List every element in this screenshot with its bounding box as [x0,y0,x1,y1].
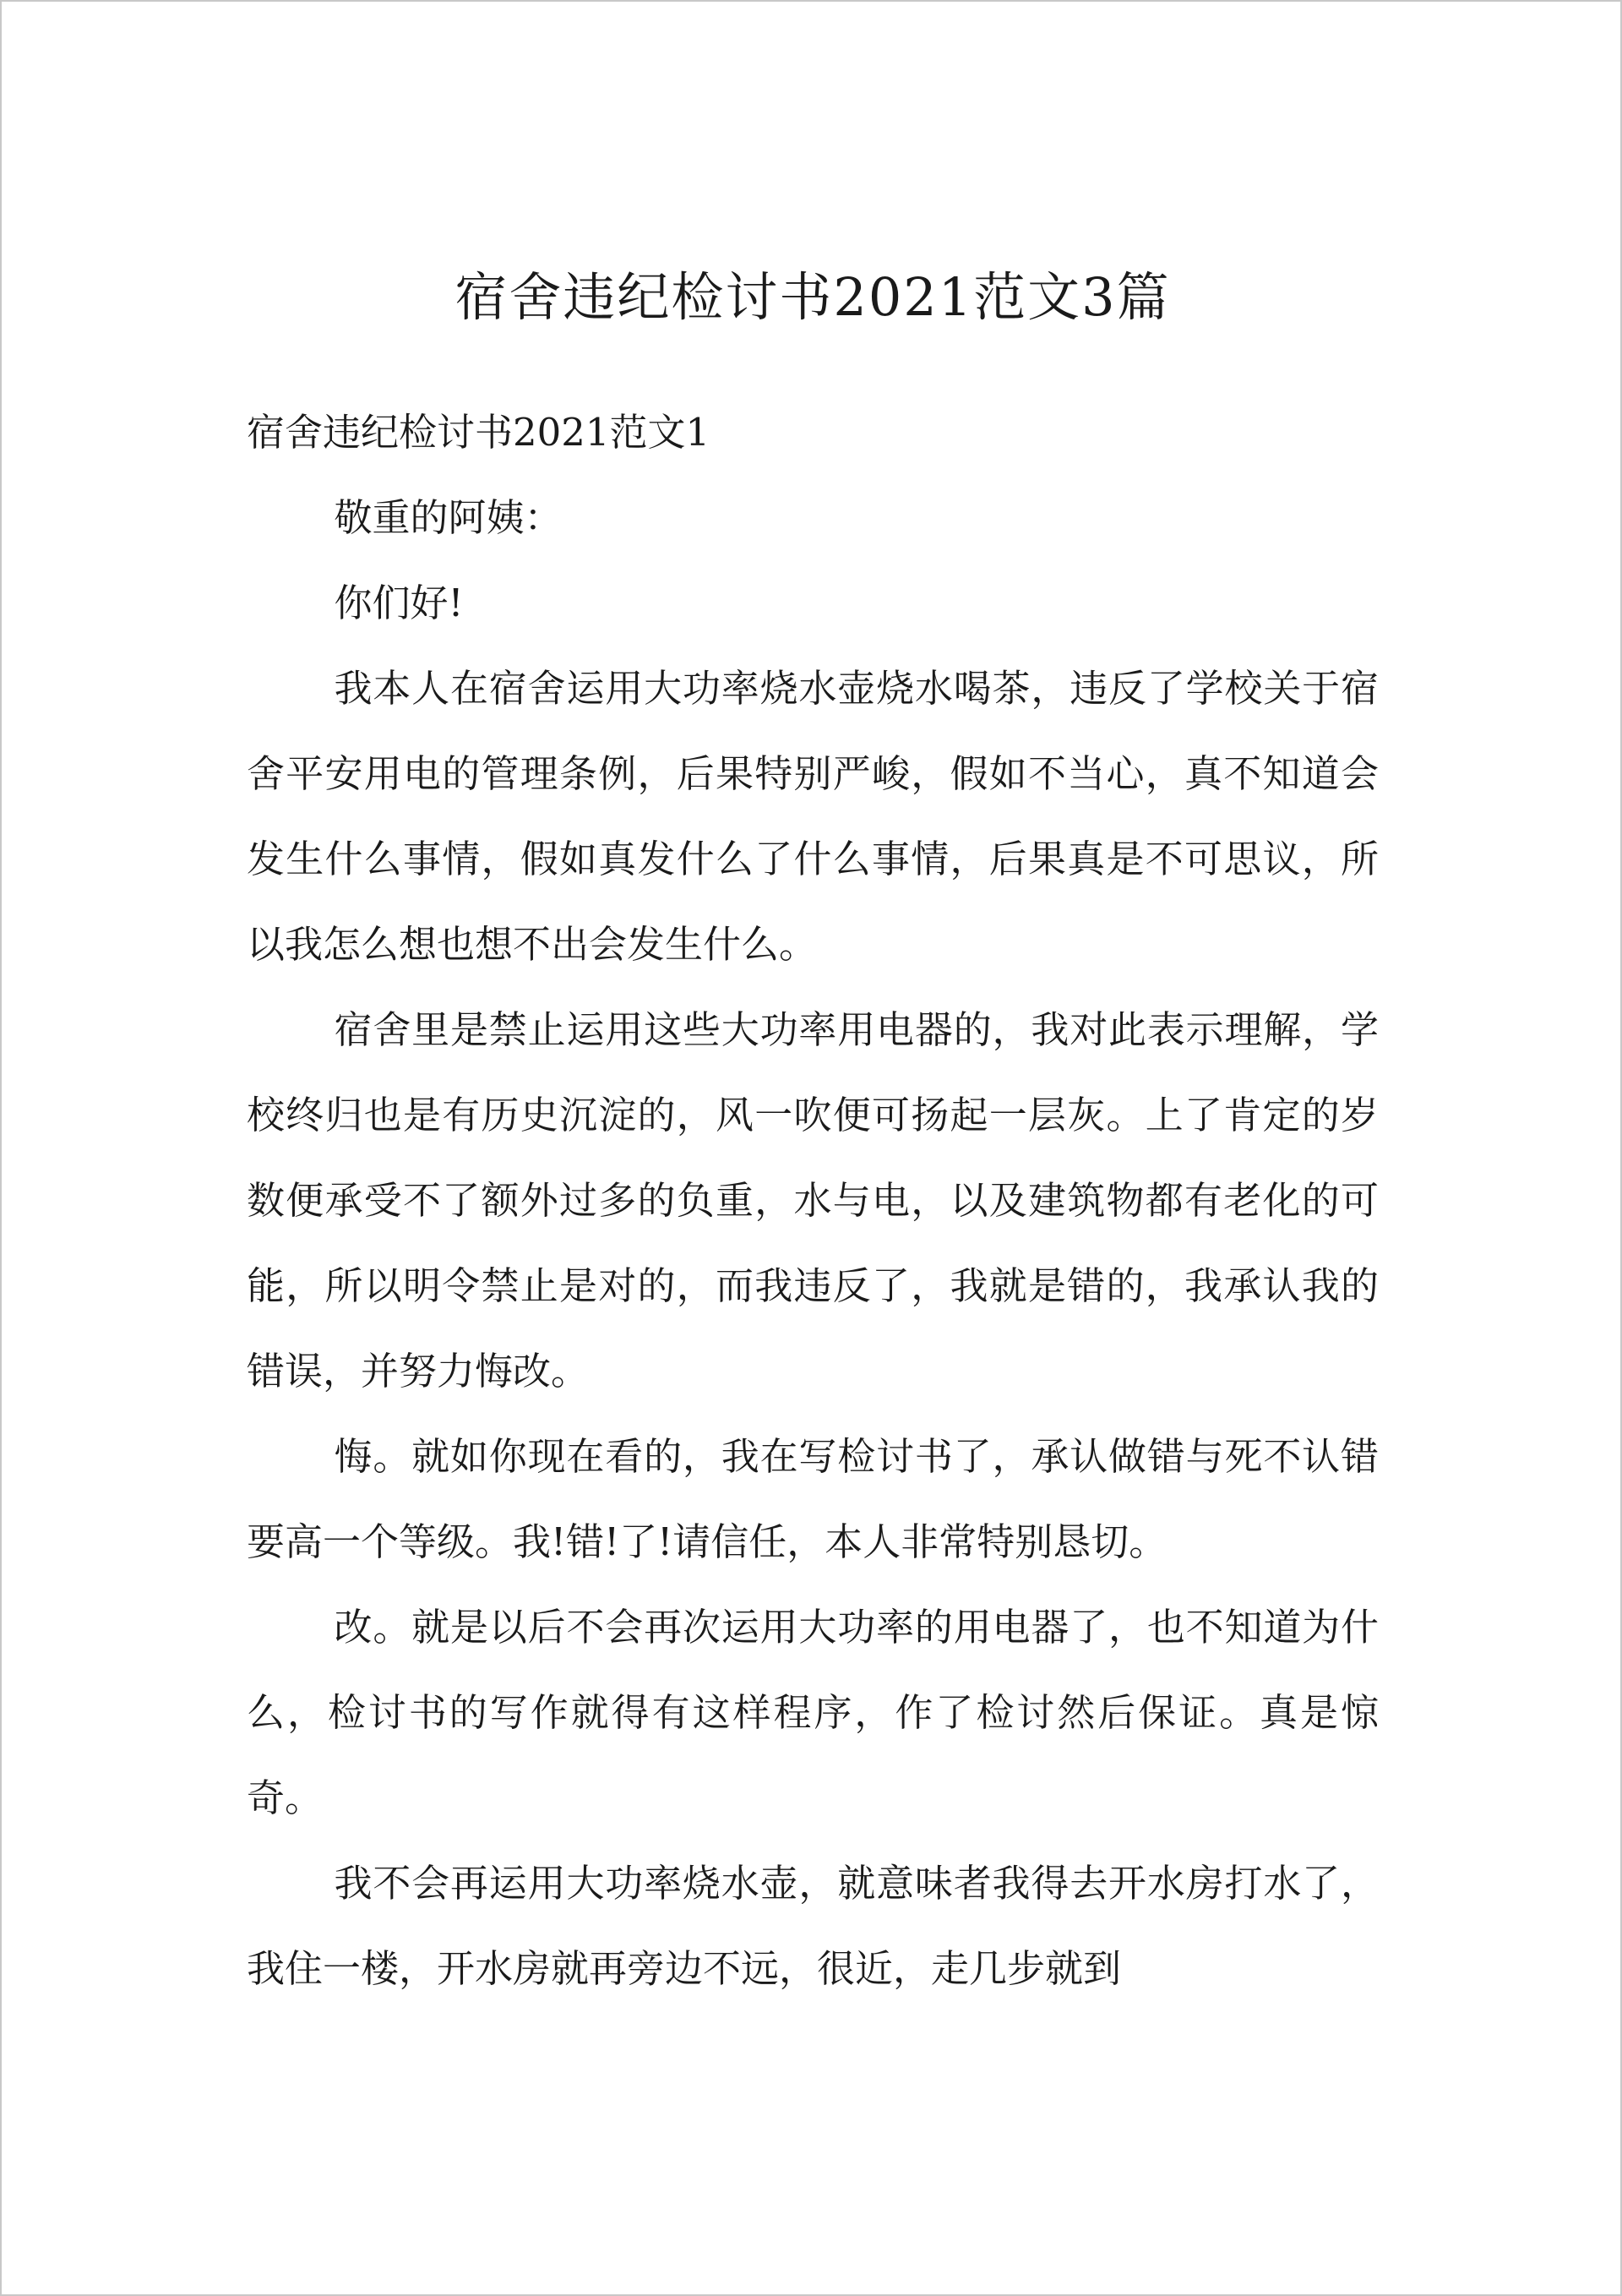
paragraph-greeting: 你们好! [334,581,464,625]
section-heading: 宿舍违纪检讨书2021范文1 [247,410,710,455]
paragraph-salutation: 敬重的阿姨： [334,495,563,540]
document-title: 宿舍违纪检讨书2021范文3篇 [454,266,1171,328]
paragraph: 改。就是以后不会再次运用大功率的用电器了，也不知道为什么，检讨书的写作就得有这样程序，作了检讨然后保证。真是惊奇。 [247,1605,1379,1820]
paragraph: 宿舍里是禁止运用这些大功率用电器的，我对此表示理解，学校终归也是有历史沉淀的，风一吹便可扬起一层灰。上了肯定的岁数便承受不了额外过多的负重，水与电，以及建筑物都有老化的可能，所以明令禁止是对的，而我违反了，我就是错的，我承认我的错误，并努力悔改。 [247,1007,1379,1393]
paragraph: 悔。就如你现在看的，我在写检讨书了，承认做错与死不认错要高一个等级。我!错!了!请信任，本人非常特别恳切。 [247,1434,1379,1564]
paragraph: 我不会再运用大功率烧水壶，就意味者我得去开水房打水了，我住一楼，开水房就再旁边不远，很近，走几步就到 [247,1861,1379,1991]
paragraph: 我本人在宿舍运用大功率烧水壶烧水喝茶，违反了学校关于宿舍平安用电的管理条例，后果特别严峻，假如不当心，真不知道会发生什么事情，假如真发什么了什么事情，后果真是不可思议，所以我怎么想也想不出会发生什么。 [247,666,1379,967]
document-body [247,475,1379,2011]
